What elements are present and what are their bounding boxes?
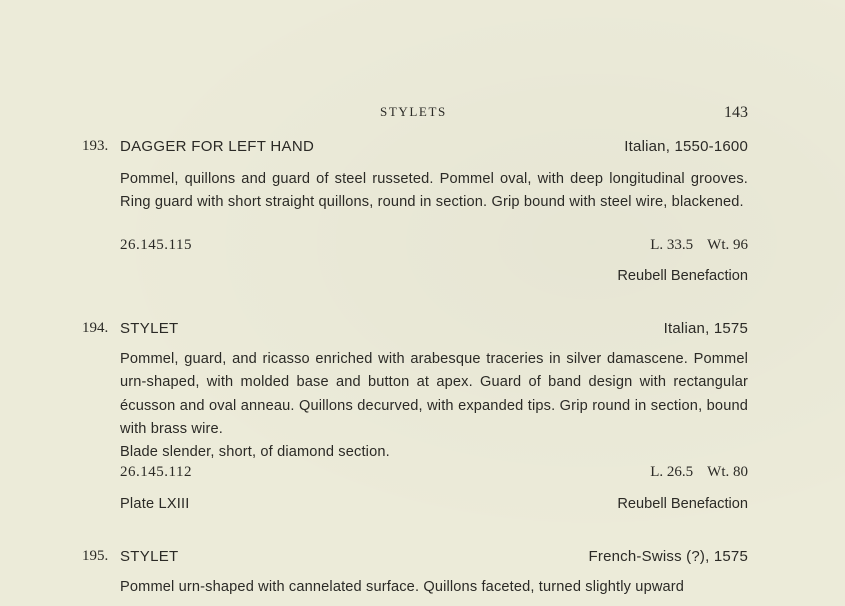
measurement-row [120,464,748,486]
entry-number: 193. [82,138,109,154]
entry-193 [0,138,845,284]
entry-description [120,168,748,215]
length-value: L. 26.5 [650,464,694,480]
plate-reference: Plate LXIII [120,496,190,512]
entry-title: STYLET [120,320,179,337]
length-value: L. 33.5 [650,237,694,253]
measurements [650,237,748,254]
accession-number: 26.145.112 [120,464,192,480]
description-paragraph: Pommel urn-shaped with cannelated surface. Quillons faceted, turned slightly upward [120,579,685,595]
description-paragraph: Blade slender, short, of diamond section. [120,444,390,461]
entry-number: 194. [82,320,109,336]
running-head [0,104,845,124]
description-paragraph: Pommel, guard, and ricasso enriched with arabesque traceries in silver damascene. Pommel urn-shaped, with molded base and button at apex. Guard of band design with rectangular écusson and oval anneau. Quillons decurved, with expanded tips. Grip round in section, bound with brass wire. [120,351,748,437]
running-title: STYLETS [380,104,447,119]
benefaction-credit: Reubell Benefaction [617,496,748,512]
page-number: 143 [724,104,748,121]
entry-description [120,576,748,599]
benefaction-credit: Reubell Benefaction [617,268,748,284]
accession-number: 26.145.115 [120,237,192,253]
entry-origin: French-Swiss (?), 1575 [588,548,748,565]
entry-194 [0,320,845,512]
entry-origin: Italian, 1550-1600 [624,138,748,155]
entry-195 [0,548,845,595]
description-paragraph: Pommel, quillons and guard of steel russeted. Pommel oval, with deep longitudinal grooves. Ring guard with short straight quillons, round in section. Grip bound with steel wire, blackened. [120,171,748,211]
entry-title: STYLET [120,548,179,565]
entry-title: DAGGER FOR LEFT HAND [120,138,315,155]
weight-value: Wt. 96 [707,237,748,253]
entry-description [120,348,748,464]
weight-value: Wt. 80 [707,464,748,480]
entry-origin: Italian, 1575 [663,320,748,337]
entry-header [0,548,845,570]
measurement-row [120,237,748,259]
entry-header [0,320,845,342]
credit-row [120,496,748,518]
credit-row [120,268,748,290]
entry-number: 195. [82,548,109,564]
entry-header [0,138,845,160]
measurements [650,464,748,481]
